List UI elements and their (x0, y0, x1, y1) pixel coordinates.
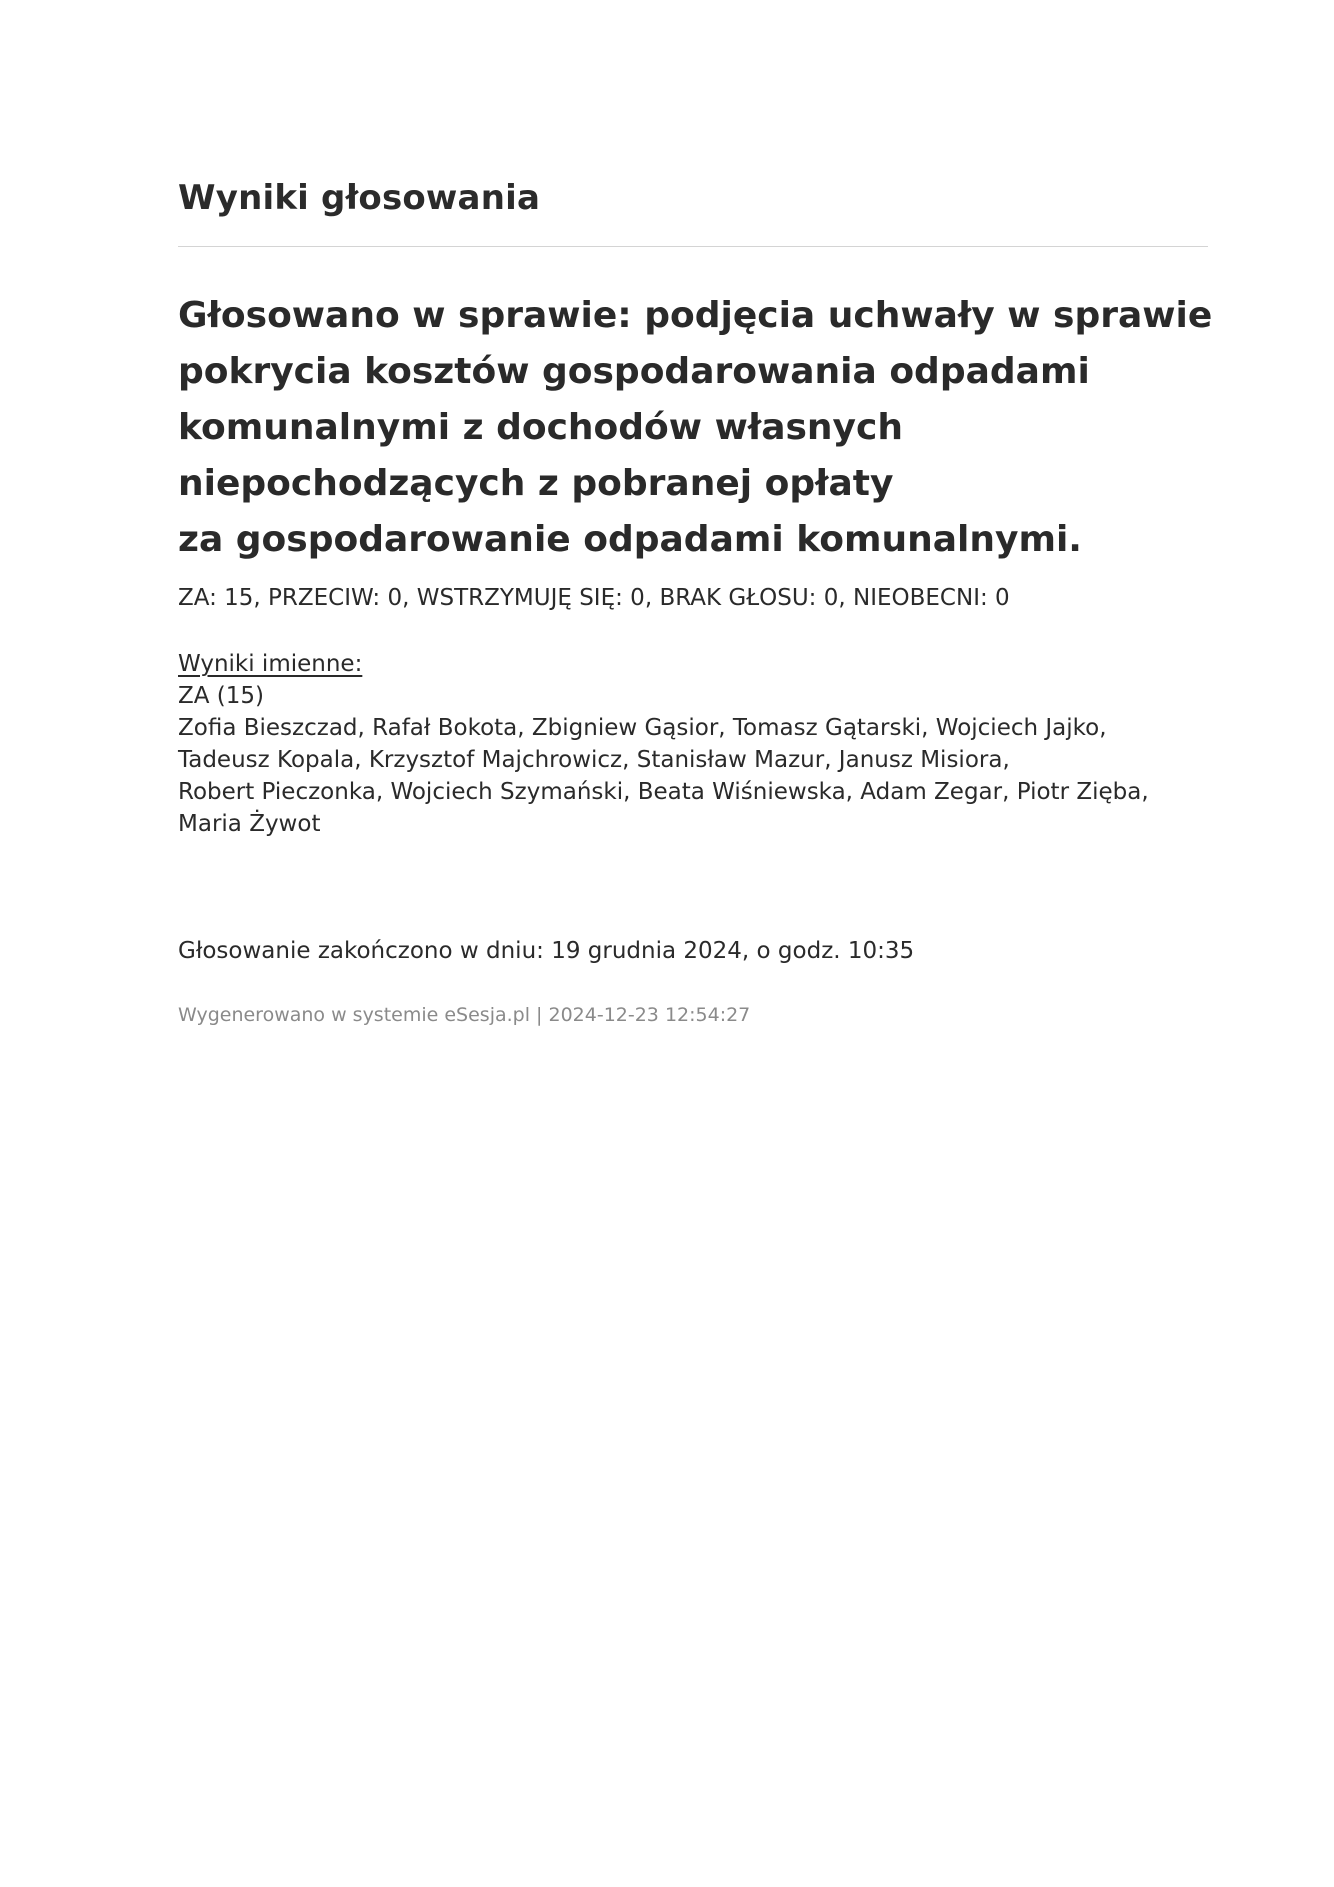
vote-subject-line: pokrycia kosztów gospodarowania odpadami (178, 351, 1090, 392)
vote-subject (178, 288, 1258, 568)
voter-names-line: Maria Żywot (178, 811, 321, 837)
vote-summary: ZA: 15, PRZECIW: 0, WSTRZYMUJĘ SIĘ: 0, BRAK GŁOSU: 0, NIEOBECNI: 0 (178, 585, 1010, 611)
vote-group-label: ZA (15) (178, 683, 265, 709)
vote-subject-line: za gospodarowanie odpadami komunalnymi. (178, 519, 1082, 560)
vote-subject-line: Głosowano w sprawie: podjęcia uchwały w sprawie (178, 295, 1213, 336)
page-title: Wyniki głosowania (178, 178, 541, 218)
vote-subject-line: komunalnymi z dochodów własnych (178, 407, 903, 448)
vote-closing-time: Głosowanie zakończono w dniu: 19 grudnia 2024, o godz. 10:35 (178, 938, 915, 964)
voter-names-line: Robert Pieczonka, Wojciech Szymański, Beata Wiśniewska, Adam Zegar, Piotr Zięba, (178, 779, 1149, 805)
generated-footer: Wygenerowano w systemie eSesja.pl | 2024-12-23 12:54:27 (178, 1004, 751, 1026)
named-results-heading: Wyniki imienne: (178, 651, 363, 677)
voter-names-line: Tadeusz Kopala, Krzysztof Majchrowicz, Stanisław Mazur, Janusz Misiora, (178, 747, 1010, 773)
vote-subject-line: niepochodzących z pobranej opłaty (178, 463, 894, 504)
voter-names-line: Zofia Bieszczad, Rafał Bokota, Zbigniew Gąsior, Tomasz Gątarski, Wojciech Jajko, (178, 715, 1107, 741)
named-results (178, 648, 1258, 840)
title-divider (178, 246, 1208, 247)
